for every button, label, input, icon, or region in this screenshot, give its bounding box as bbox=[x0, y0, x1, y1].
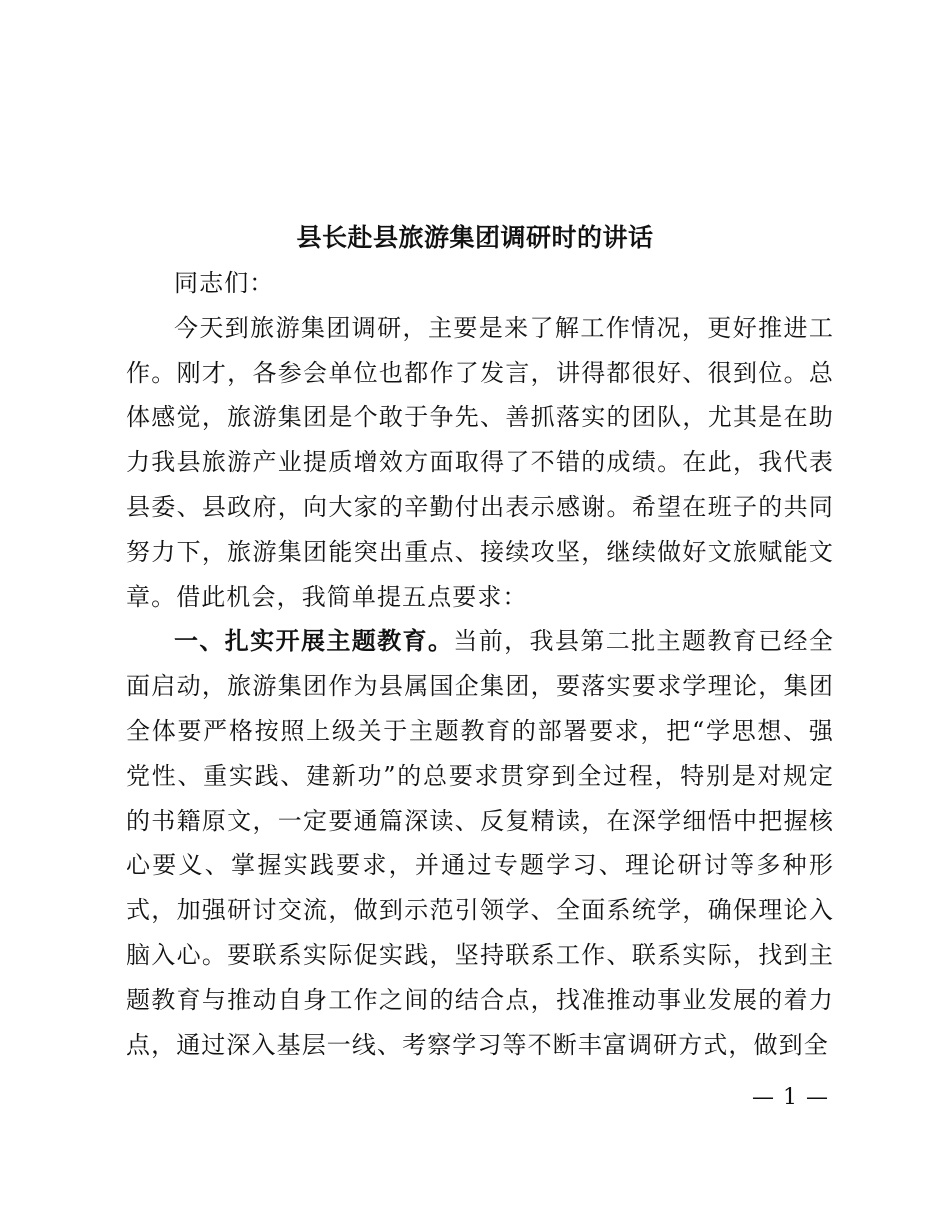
document-body bbox=[126, 261, 834, 1067]
document-title: 县长赴县旅游集团调研时的讲话 bbox=[296, 223, 654, 252]
page-number: — 1 — bbox=[752, 1085, 829, 1110]
section-body-text: 当前，我县第二批主题教育已经全面启动，旅游集团作为县属国企集团，要落实要求学理论，集团全体要严格按照上级关于主题教育的部署要求，把“学思想、强党性、重实践、建新功”的总要求贯穿到全过程，特别是对规定的书籍原文，一定要通篇深读、反复精读，在深学细悟中把握核心要义、掌握实践要求，并通过专题学习、理论研讨等多种形式，加强研讨交流，做到示范引领学、全面系统学，确保理论入脑入心。要联系实际促实践，坚持联系工作、联系实际，找到主题教育与推动自身工作之间的结合点，找准推动事业发展的着力点，通过深入基层一线、考察学习等不断丰富调研方式，做到全 bbox=[126, 627, 834, 1059]
salutation: 同志们： bbox=[174, 269, 275, 297]
paragraph-intro: 今天到旅游集团调研，主要是来了解工作情况，更好推进工作。刚才，各参会单位也都作了发言，讲得都很好、很到位。总体感觉，旅游集团是个敢于争先、善抓落实的团队，尤其是在助力我县旅游产业提质增效方面取得了不错的成绩。在此，我代表县委、县政府，向大家的辛勤付出表示感谢。希望在班子的共同努力下，旅游集团能突出重点、接续攻坚，继续做好文旅赋能文章。借此机会，我简单提五点要求： bbox=[126, 313, 834, 611]
paragraph-section-1 bbox=[126, 619, 834, 1067]
section-heading: 一、扎实开展主题教育。 bbox=[174, 627, 454, 656]
